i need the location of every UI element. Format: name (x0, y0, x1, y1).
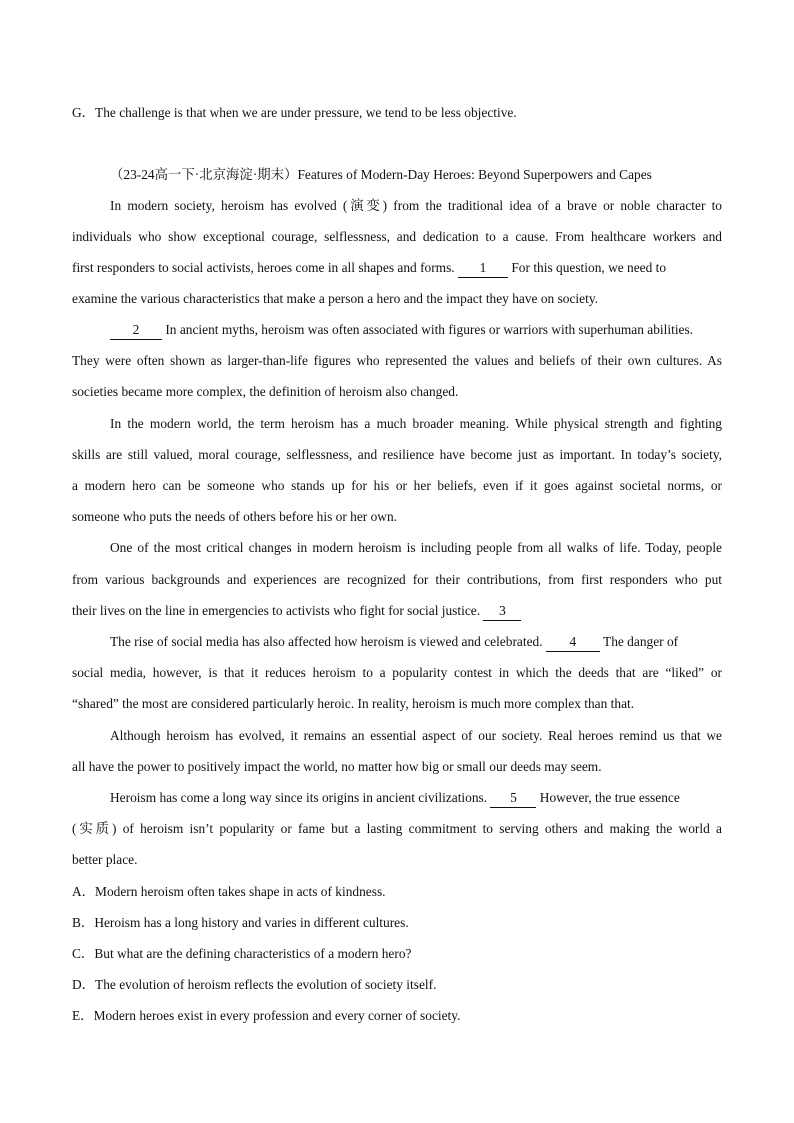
option-b: B．Heroism has a long history and varies in different cultures. (72, 915, 409, 930)
option-d: D．The evolution of heroism reflects the evolution of society itself. (72, 977, 437, 992)
p3-line4: someone who puts the needs of others before his or her own. (72, 509, 398, 524)
p5-line3: “shared” the most are considered particularly heroic. In reality, heroism is much more complex than that. (72, 696, 635, 711)
option-e: E．Modern heroes exist in every profession and every corner of society. (72, 1008, 461, 1023)
p2-line1: 2 In ancient myths, heroism was often associated with figures or warriors with superhuman abilities. (110, 314, 722, 345)
p3-line2: skills are still valued, moral courage, selflessness, and resilience have become just as important. In today’s society, (72, 447, 722, 462)
option-c: C．But what are the defining characteristics of a modern hero? (72, 946, 412, 961)
blank-3[interactable]: 3 (483, 602, 521, 621)
option-a: A．Modern heroism often takes shape in acts of kindness. (72, 884, 386, 899)
passage-heading (110, 159, 722, 190)
option-g: G．The challenge is that when we are under pressure, we tend to be less objective. (72, 105, 517, 120)
p1-line1: In modern society, heroism has evolved (演变) from the traditional idea of a brave or noble character to (110, 198, 722, 213)
blank-2[interactable]: 2 (110, 321, 162, 340)
p7-line1: Heroism has come a long way since its origins in ancient civilizations. 5 However, the true essence (110, 782, 722, 813)
p6-line1: Although heroism has evolved, it remains an essential aspect of our society. Real heroes remind us that we (110, 728, 722, 743)
p1-line2: individuals who show exceptional courage, selflessness, and dedication to a cause. From healthcare workers and (72, 229, 722, 244)
p5-line1: The rise of social media has also affected how heroism is viewed and celebrated. 4 The danger of (110, 626, 722, 657)
p2-line2: They were often shown as larger-than-life figures who represented the values and beliefs of their own cultures. As (72, 353, 722, 368)
p6-line2: all have the power to positively impact the world, no matter how big or small our deeds may seem. (72, 759, 602, 774)
blank-5[interactable]: 5 (490, 789, 536, 808)
p1-line4: examine the various characteristics that make a person a hero and the impact they have on society. (72, 291, 598, 306)
p7-line2: (实质) of heroism isn’t popularity or fame but a lasting commitment to serving others and making the world a (72, 821, 722, 836)
p1-line3: first responders to social activists, heroes come in all shapes and forms. 1 For this question, we need to (72, 252, 722, 283)
p4-line3: their lives on the line in emergencies to activists who fight for social justice. 3 (72, 595, 722, 626)
p3-line3: a modern hero can be someone who stands up for his or her beliefs, even if it goes against societal norms, or (72, 478, 722, 493)
p4-line2: from various backgrounds and experiences are recognized for their contributions, from first responders who put (72, 572, 722, 587)
p7-line3: better place. (72, 852, 138, 867)
p2-line3: societies became more complex, the definition of heroism also changed. (72, 384, 459, 399)
source-tag: （23-24高一下·北京海淀·期末） (110, 167, 298, 182)
blank-4[interactable]: 4 (546, 633, 600, 652)
passage-title: Features of Modern-Day Heroes: Beyond Superpowers and Capes (297, 167, 652, 182)
p5-line2: social media, however, is that it reduces heroism to a popularity contest in which the deeds that are “liked” or (72, 665, 722, 680)
p3-line1: In the modern world, the term heroism has a much broader meaning. While physical strength and fighting (110, 416, 722, 431)
p4-line1: One of the most critical changes in modern heroism is including people from all walks of life. Today, people (110, 540, 722, 555)
blank-1[interactable]: 1 (458, 259, 508, 278)
